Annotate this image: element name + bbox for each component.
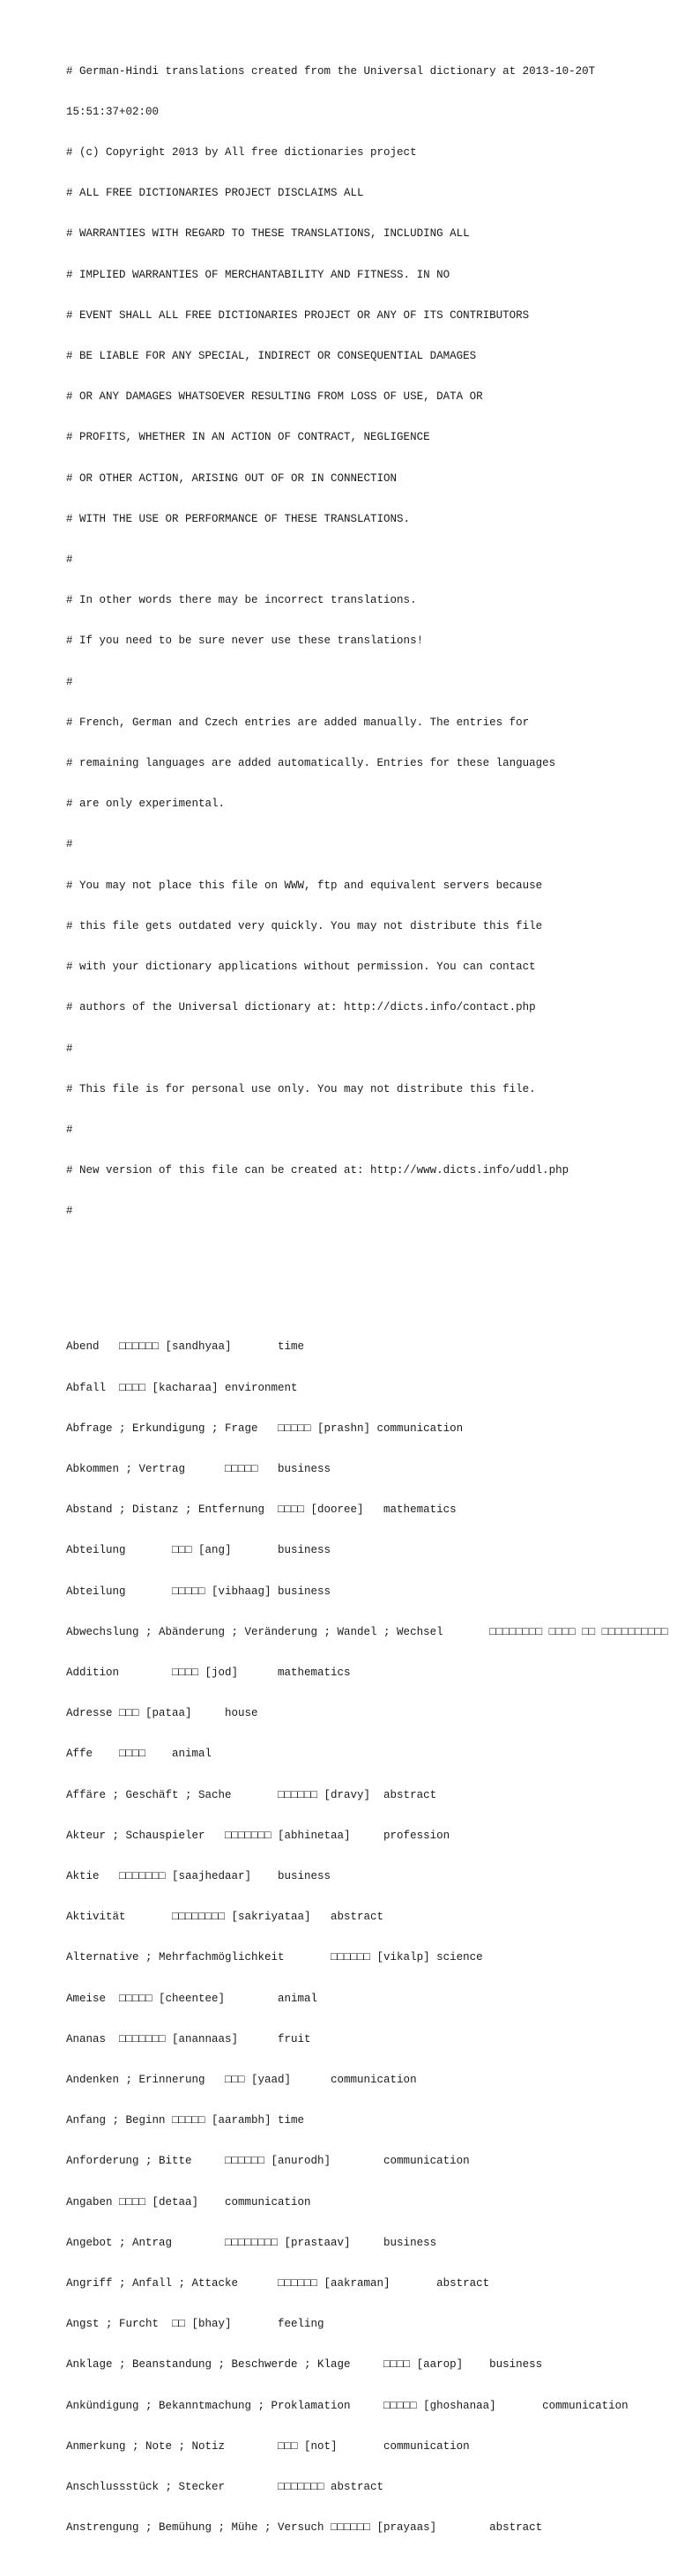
header-line: # authors of the Universal dictionary at: http://dicts.info/contact.php — [66, 1001, 536, 1014]
header-line: # — [66, 553, 73, 567]
document-text — [66, 11, 674, 2576]
dictionary-entry: Anforderung ; Bitte □□□□□□ [anurodh] communication — [66, 2155, 470, 2168]
header-line: # PROFITS, WHETHER IN AN ACTION OF CONTRACT, NEGLIGENCE — [66, 431, 430, 444]
blank-line — [66, 1273, 674, 1286]
header-line: # French, German and Czech entries are added manually. The entries for — [66, 716, 530, 729]
dictionary-entry: Anmerkung ; Note ; Notiz □□□ [not] communication — [66, 2439, 470, 2453]
header-line: # are only experimental. — [66, 798, 226, 811]
dictionary-entry: Adresse □□□ [pataa] house — [66, 1707, 258, 1720]
dictionary-entry: Abfall □□□□ [kacharaa] environment — [66, 1381, 298, 1394]
dictionary-entry: Affe □□□□ animal — [66, 1748, 212, 1761]
dictionary-entry: Ananas □□□□□□□ [anannaas] fruit — [66, 2032, 311, 2045]
dictionary-entry: Alternative ; Mehrfachmöglichkeit □□□□□□ [vikalp] science — [66, 1951, 483, 1964]
dictionary-entry: Aktivität □□□□□□□□ [sakriyataa] abstract — [66, 1911, 384, 1924]
dictionary-entry: Anfang ; Beginn □□□□□ [aarambh] time — [66, 2114, 305, 2127]
header-line: # New version of this file can be created at: http://www.dicts.info/uddl.php — [66, 1164, 569, 1177]
header-line: # — [66, 838, 73, 851]
header-line: # OR OTHER ACTION, ARISING OUT OF OR IN CONNECTION — [66, 471, 398, 485]
header-line: # BE LIABLE FOR ANY SPECIAL, INDIRECT OR CONSEQUENTIAL DAMAGES — [66, 350, 477, 363]
dictionary-entry: Angst ; Furcht □□ [bhay] feeling — [66, 2318, 324, 2331]
dictionary-entry: Abteilung □□□ [ang] business — [66, 1544, 331, 1557]
header-line: # remaining languages are added automatically. Entries for these languages — [66, 757, 556, 770]
dictionary-entry: Angebot ; Antrag □□□□□□□□ [prastaav] business — [66, 2236, 437, 2249]
header-line: # — [66, 1205, 73, 1218]
header-line: # EVENT SHALL ALL FREE DICTIONARIES PROJECT OR ANY OF ITS CONTRIBUTORS — [66, 308, 530, 322]
header-line: # WARRANTIES WITH REGARD TO THESE TRANSLATIONS, INCLUDING ALL — [66, 227, 470, 241]
dictionary-entry: Affäre ; Geschäft ; Sache □□□□□□ [dravy] abstract — [66, 1788, 437, 1801]
dictionary-entries — [66, 1314, 674, 2563]
header-line: # WITH THE USE OR PERFORMANCE OF THESE TRANSLATIONS. — [66, 512, 411, 525]
dictionary-entry: Addition □□□□ [jod] mathematics — [66, 1666, 351, 1679]
dictionary-entry: Ankündigung ; Bekanntmachung ; Proklamation □□□□□ [ghoshanaa] communication — [66, 2399, 629, 2412]
dictionary-entry: Angriff ; Anfall ; Attacke □□□□□□ [aakraman] abstract — [66, 2277, 490, 2290]
header-line: # OR ANY DAMAGES WHATSOEVER RESULTING FROM LOSS OF USE, DATA OR — [66, 390, 483, 404]
dictionary-entry: Aktie □□□□□□□ [saajhedaar] business — [66, 1869, 331, 1882]
dictionary-entry: Anklage ; Beanstandung ; Beschwerde ; Klage □□□□ [aarop] business — [66, 2358, 543, 2372]
header-line: # — [66, 1042, 73, 1055]
dictionary-entry: Abkommen ; Vertrag □□□□□ business — [66, 1462, 331, 1475]
header-line: # this file gets outdated very quickly. You may not distribute this file — [66, 919, 543, 932]
dictionary-entry: Anschlussstück ; Stecker □□□□□□□ abstract — [66, 2481, 384, 2494]
dictionary-entry: Abwechslung ; Abänderung ; Veränderung ; Wandel ; Wechsel □□□□□□□□ □□□□ □□ □□□□□□□□□□ — [66, 1625, 668, 1638]
header-line: # (c) Copyright 2013 by All free dictionaries project — [66, 146, 417, 160]
dictionary-entry: Abstand ; Distanz ; Entfernung □□□□ [dooree] mathematics — [66, 1503, 457, 1517]
dictionary-entry: Andenken ; Erinnerung □□□ [yaad] communication — [66, 2074, 417, 2086]
header-line: # ALL FREE DICTIONARIES PROJECT DISCLAIMS ALL — [66, 187, 364, 200]
dictionary-entry: Ameise □□□□□ [cheentee] animal — [66, 1992, 318, 2005]
header-line: 15:51:37+02:00 — [66, 105, 160, 118]
header-line: # — [66, 675, 73, 688]
header-line: # IMPLIED WARRANTIES OF MERCHANTABILITY AND FITNESS. IN NO — [66, 268, 450, 281]
dictionary-entry: Akteur ; Schauspieler □□□□□□□ [abhinetaa] profession — [66, 1829, 450, 1842]
header-line: # This file is for personal use only. You may not distribute this file. — [66, 1082, 536, 1095]
dictionary-entry: Abfrage ; Erkundigung ; Frage □□□□□ [prashn] communication — [66, 1422, 464, 1435]
dictionary-entry: Anstrengung ; Bemühung ; Mühe ; Versuch □□□□□□ [prayaas] abstract — [66, 2521, 543, 2535]
dictionary-entry: Abteilung □□□□□ [vibhaag] business — [66, 1585, 331, 1598]
header-line: # — [66, 1123, 73, 1136]
header-line: # If you need to be sure never use these translations! — [66, 635, 424, 648]
header-line: # In other words there may be incorrect translations. — [66, 594, 417, 607]
header-line: # You may not place this file on WWW, ftp and equivalent servers because — [66, 879, 543, 892]
header-line: # German-Hindi translations created from the Universal dictionary at 2013-10-20T — [66, 64, 596, 78]
dictionary-entry: Abend □□□□□□ [sandhyaa] time — [66, 1340, 305, 1354]
license-header — [66, 38, 674, 1246]
dictionary-entry: Angaben □□□□ [detaa] communication — [66, 2195, 311, 2209]
header-line: # with your dictionary applications without permission. You can contact — [66, 961, 536, 974]
